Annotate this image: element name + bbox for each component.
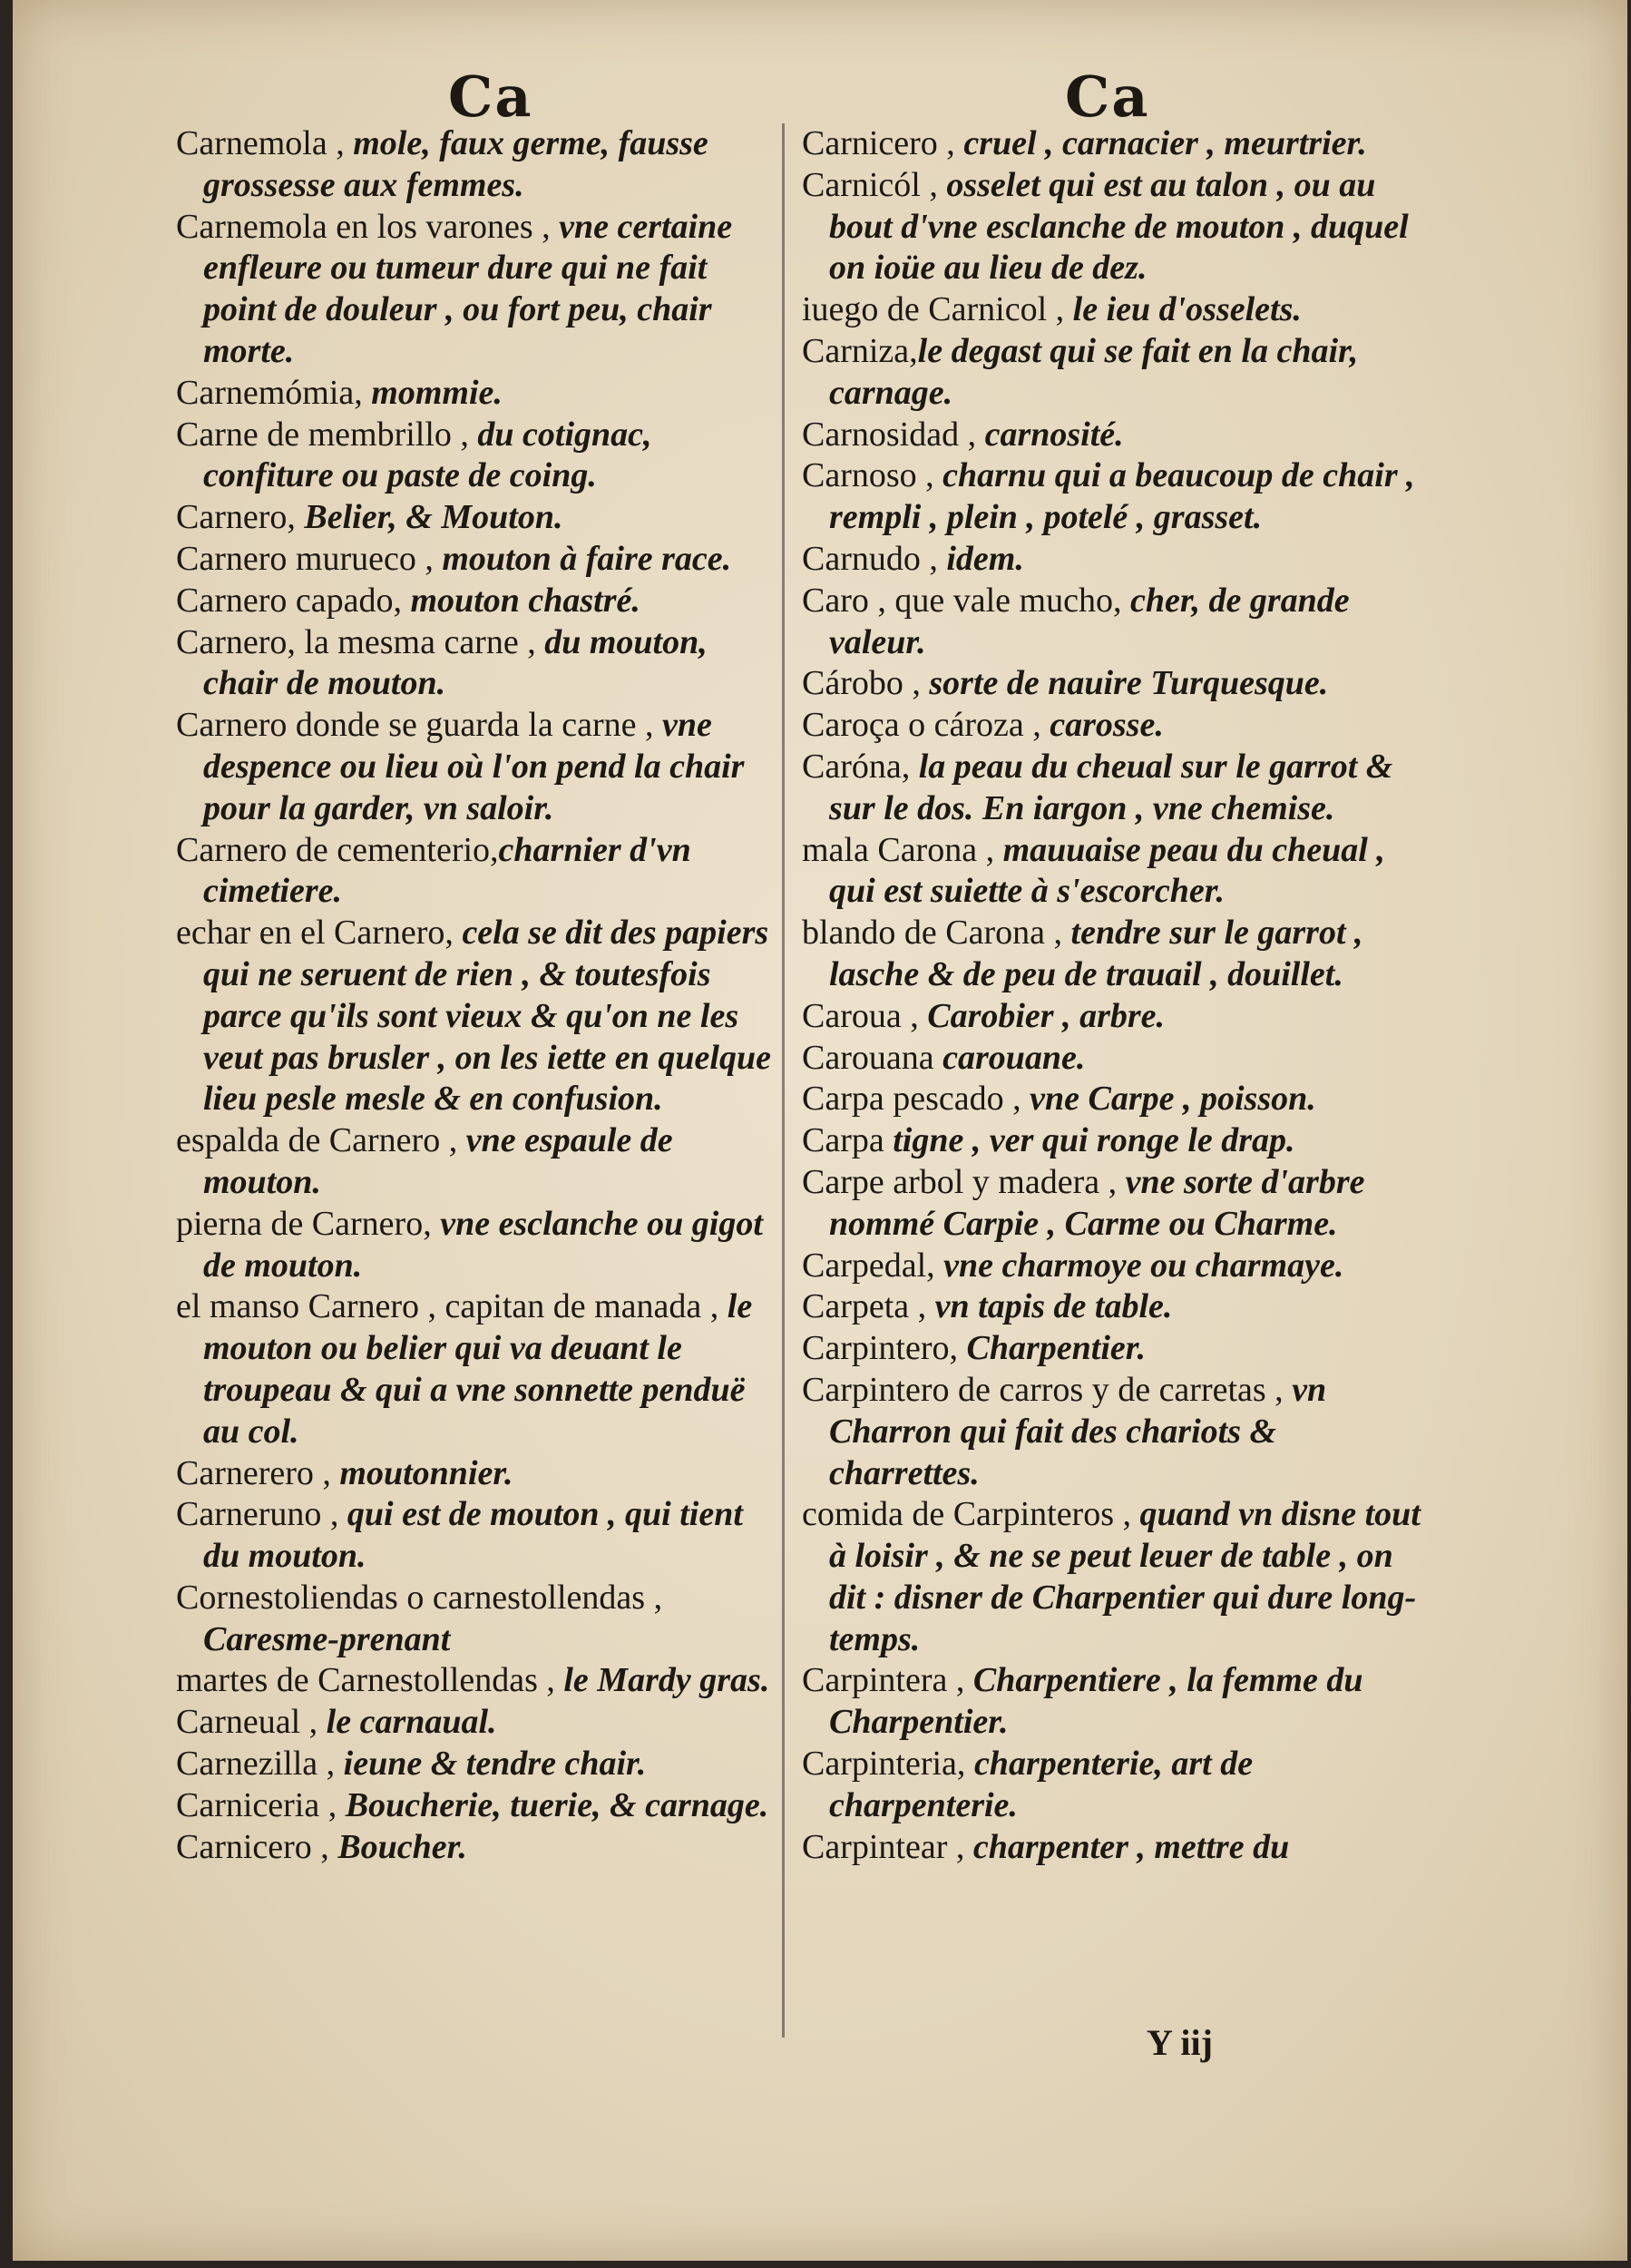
dictionary-entry — [802, 165, 1428, 289]
entry-definition: Belier, & Mouton. — [304, 498, 563, 537]
entry-definition: cela se dit des papiers qui ne seruent de rien , & toutesfois parce qu'ils sont vieux & qu'on ne les veut pas brusler , on les iette en quelque lieu pesle mesle & en confusion. — [203, 914, 771, 1119]
entry-definition: vne despence ou lieu où l'on pend la chair pour la garder, vn saloir. — [203, 706, 745, 827]
entry-headword: Carnemómia, — [176, 373, 372, 412]
entry-definition: Charpentiere , la femme du Charpentier. — [829, 1661, 1363, 1742]
dictionary-entry — [802, 1246, 1428, 1287]
entry-definition: quand vn disne tout à loisir , & ne se peut leuer de table , on dit : disner de Charpentier qui dure long-temps. — [829, 1495, 1421, 1658]
entry-headword: blando de Carona , — [802, 914, 1071, 953]
dictionary-entry — [176, 913, 775, 1120]
entry-definition: vne sorte d'arbre nommé Carpie , Carme ou Charme. — [829, 1162, 1365, 1243]
entry-headword: Carniza, — [802, 331, 918, 370]
signature-mark: Y iij — [1147, 2022, 1213, 2063]
entry-definition: moutonnier. — [339, 1453, 513, 1492]
entry-headword: Carnero capado, — [176, 581, 411, 620]
entry-headword: Carpeta , — [802, 1287, 935, 1326]
entry-headword: Cornestoliendas o carnestollendas , — [176, 1578, 663, 1617]
entry-headword: Carpa — [802, 1121, 894, 1160]
entry-definition: carosse. — [1050, 706, 1164, 745]
entry-definition: tigne , ver qui ronge le drap. — [893, 1121, 1295, 1160]
dictionary-entry — [802, 289, 1428, 331]
entry-headword: Carnero de cementerio, — [176, 830, 499, 869]
entry-headword: Carnudo , — [802, 539, 947, 578]
entry-definition: mommie. — [371, 373, 503, 412]
entry-headword: pierna de Carnero, — [176, 1204, 441, 1243]
entry-definition: osselet qui est au talon , ou au bout d'vne esclanche de mouton , duquel on ioüe au lieu de dez. — [829, 165, 1409, 288]
entry-definition: mouton chastré. — [410, 581, 640, 620]
entry-definition: mouton à faire race. — [442, 539, 732, 578]
entry-headword: Carnicero , — [176, 1827, 338, 1866]
entry-headword: iuego de Carnicol , — [802, 290, 1073, 329]
entry-headword: Carnezilla , — [176, 1745, 344, 1784]
entry-headword: el manso Carnero , capitan de manada , — [176, 1287, 728, 1326]
entry-headword: Carnerero , — [176, 1453, 340, 1492]
entry-definition: Boucher. — [337, 1827, 467, 1866]
entry-definition: carouane. — [942, 1038, 1086, 1077]
dictionary-entry — [176, 705, 775, 829]
running-head-right: Ca — [1065, 64, 1150, 130]
dictionary-entry — [802, 331, 1428, 415]
dictionary-entry — [176, 622, 775, 706]
dictionary-entry — [176, 539, 775, 581]
entry-definition: Charpentier. — [966, 1329, 1146, 1368]
dictionary-entry — [176, 1453, 775, 1495]
entry-headword: echar en el Carnero, — [176, 914, 463, 953]
column-rule — [782, 123, 785, 2038]
dictionary-entry — [802, 1827, 1428, 1869]
dictionary-entry — [176, 581, 775, 622]
entry-headword: Carpintero de carros y de carretas , — [802, 1370, 1293, 1409]
entry-definition: Caresme-prenant — [203, 1619, 451, 1658]
dictionary-entry — [802, 996, 1428, 1038]
entry-headword: Carpintera , — [802, 1661, 973, 1700]
entry-definition: Boucherie, tuerie, & carnage. — [345, 1785, 769, 1824]
entry-headword: Caro , que vale mucho, — [802, 581, 1130, 620]
entry-definition: cruel , carnacier , meurtrier. — [963, 124, 1367, 162]
entry-headword: Carpinteria, — [802, 1745, 974, 1784]
entry-definition: vn tapis de table. — [934, 1287, 1173, 1326]
dictionary-entry — [802, 1162, 1428, 1246]
entry-headword: Carneual , — [176, 1703, 327, 1742]
entry-definition: vne esclanche ou gigot de mouton. — [203, 1204, 763, 1285]
entry-headword: Carpa pescado , — [802, 1080, 1030, 1119]
entry-definition: vne certaine enfleure ou tumeur dure qui ne fait point de douleur , ou fort peu, chair morte. — [203, 207, 733, 370]
dictionary-entry — [176, 415, 775, 498]
dictionary-entry — [802, 123, 1428, 165]
entry-definition: le Mardy gras. — [563, 1661, 770, 1700]
entry-definition: mole, faux germe, fausse grossesse aux femmes. — [203, 124, 708, 204]
dictionary-entry — [176, 1120, 775, 1204]
entry-definition: le degast qui se fait en la chair, carnage. — [829, 331, 1359, 412]
dictionary-entry — [176, 1702, 775, 1744]
entry-headword: Caroça o cároza , — [802, 706, 1050, 745]
entry-definition: charnier d'vn cimetiere. — [203, 830, 691, 911]
entry-definition: le ieu d'osselets. — [1072, 290, 1302, 329]
entry-headword: Carneruno , — [176, 1495, 347, 1534]
entry-definition: la peau du cheual sur le garrot & sur le dos. En iargon , vne chemise. — [829, 747, 1393, 827]
entry-headword: Carniceria , — [176, 1785, 346, 1824]
dictionary-entry — [176, 1286, 775, 1452]
dictionary-entry — [802, 415, 1428, 456]
dictionary-entry — [802, 1328, 1428, 1370]
entry-definition: charnu qui a beaucoup de chair , rempli , plein , potelé , grasset. — [829, 456, 1415, 537]
entry-definition: cher, de grande valeur. — [829, 581, 1350, 661]
dictionary-page — [13, 0, 1627, 2261]
entry-headword: mala Carona , — [802, 830, 1003, 869]
entry-headword: Caróna, — [802, 747, 919, 786]
entry-definition: carnosité. — [984, 415, 1124, 454]
dictionary-entry — [176, 1494, 775, 1578]
running-head-left: Ca — [448, 64, 533, 130]
dictionary-entry — [802, 1038, 1428, 1080]
dictionary-entry — [176, 1827, 775, 1869]
entry-definition: mauuaise peau du cheual , qui est suiette à s'escorcher. — [829, 830, 1385, 911]
entry-definition: tendre sur le garrot , lasche & de peu de trauail , douillet. — [829, 914, 1363, 993]
entry-headword: Carnemola en los varones , — [176, 207, 560, 246]
entry-definition: ieune & tendre chair. — [343, 1745, 647, 1784]
entry-headword: Carnero, la mesma carne , — [176, 622, 545, 661]
entry-definition: vne Carpe , poisson. — [1030, 1080, 1316, 1119]
dictionary-entry — [802, 581, 1428, 664]
dictionary-entry — [802, 1120, 1428, 1162]
entry-headword: Carnosidad , — [802, 415, 985, 454]
dictionary-entry — [176, 1660, 775, 1702]
dictionary-entry — [802, 1494, 1428, 1660]
dictionary-entry — [802, 1286, 1428, 1328]
entry-definition: le mouton ou belier qui va deuant le troupeau & qui a vne sonnette penduë au col. — [203, 1287, 753, 1451]
dictionary-entry — [802, 913, 1428, 996]
entry-headword: Carpe arbol y madera , — [802, 1162, 1126, 1201]
entry-headword: Carnero donde se guarda la carne , — [176, 706, 662, 745]
dictionary-entry — [802, 539, 1428, 581]
right-column — [802, 123, 1428, 1868]
entry-definition: charpenter , mettre du — [972, 1827, 1290, 1866]
dictionary-entry — [176, 207, 775, 373]
dictionary-entry — [176, 1785, 775, 1827]
entry-headword: espalda de Carnero , — [176, 1121, 466, 1160]
dictionary-entry — [802, 1079, 1428, 1120]
dictionary-entry — [802, 830, 1428, 914]
entry-definition: idem. — [946, 539, 1024, 578]
entry-headword: Carnero, — [176, 498, 305, 537]
entry-headword: Carpedal, — [802, 1246, 944, 1285]
entry-headword: martes de Carnestollendas , — [176, 1661, 564, 1700]
entry-headword: Caroua , — [802, 996, 928, 1035]
entry-headword: Carne de membrillo , — [176, 415, 478, 454]
dictionary-entry — [802, 1660, 1428, 1744]
entry-definition: charpenterie, art de charpenterie. — [829, 1745, 1254, 1824]
entry-definition: qui est de mouton , qui tient du mouton. — [203, 1495, 743, 1576]
dictionary-entry — [176, 373, 775, 415]
entry-headword: Cárobo , — [802, 664, 930, 703]
entry-headword: Carnero murueco , — [176, 539, 443, 578]
dictionary-entry — [176, 1578, 775, 1661]
entry-definition: sorte de nauire Turquesque. — [929, 664, 1329, 703]
dictionary-entry — [176, 1744, 775, 1785]
dictionary-entry — [176, 123, 775, 207]
entry-headword: Carpintear , — [802, 1827, 973, 1866]
dictionary-entry — [802, 455, 1428, 539]
dictionary-entry — [176, 1204, 775, 1287]
dictionary-entry — [802, 705, 1428, 747]
dictionary-entry — [802, 747, 1428, 830]
entry-headword: Carpintero, — [802, 1329, 967, 1368]
entry-headword: Carouana — [802, 1038, 943, 1077]
entry-definition: Carobier , arbre. — [927, 996, 1166, 1035]
entry-headword: Carnicero , — [802, 124, 964, 162]
entry-headword: comida de Carpinteros , — [802, 1495, 1140, 1534]
entry-headword: Carnicól , — [802, 165, 947, 204]
entry-headword: Carnoso , — [802, 456, 943, 495]
dictionary-entry — [802, 663, 1428, 705]
entry-definition: du mouton, chair de mouton. — [203, 622, 708, 703]
entry-definition: vne espaule de mouton. — [203, 1121, 673, 1201]
entry-definition: vn Charron qui fait des chariots & charrettes. — [829, 1370, 1327, 1492]
entry-definition: le carnaual. — [326, 1703, 497, 1742]
entry-definition: du cotignac, confiture ou paste de coing. — [203, 415, 652, 495]
left-column — [176, 123, 775, 1868]
dictionary-entry — [176, 830, 775, 914]
dictionary-entry — [802, 1370, 1428, 1494]
entry-definition: vne charmoye ou charmaye. — [943, 1246, 1344, 1285]
entry-headword: Carnemola , — [176, 124, 354, 162]
dictionary-entry — [176, 497, 775, 539]
dictionary-entry — [802, 1744, 1428, 1827]
